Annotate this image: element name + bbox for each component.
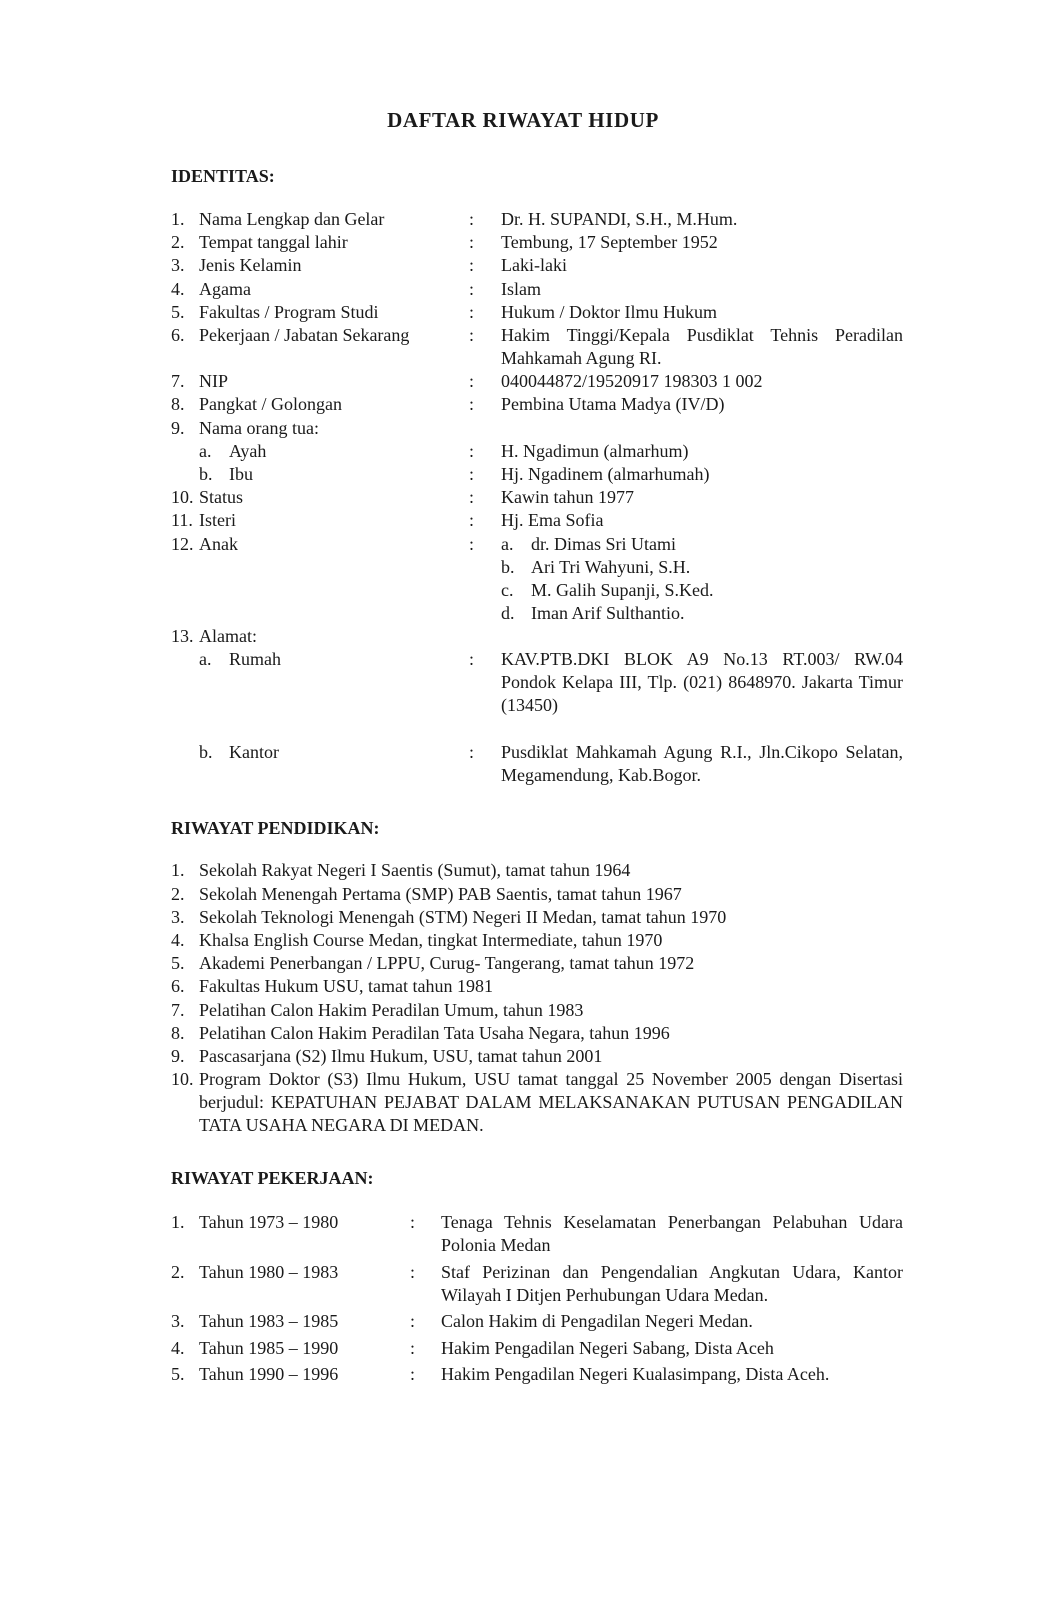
row-value: Dr. H. SUPANDI, S.H., M.Hum. [501, 209, 738, 229]
job-colon: : [410, 1212, 416, 1232]
job-period: Tahun 1973 – 1980 [199, 1212, 339, 1232]
row-label: Rumah [229, 649, 281, 669]
row-sub-letter: b. [199, 464, 213, 484]
job-description: Calon Hakim di Pengadilan Negeri Medan. [441, 1311, 753, 1331]
row-label: Tempat tanggal lahir [199, 232, 348, 252]
job-period: Tahun 1990 – 1996 [199, 1364, 339, 1384]
item-text: Pelatihan Calon Hakim Peradilan Tata Usaha Negara, tahun 1996 [199, 1023, 670, 1043]
row-value: Hj. Ema Sofia [501, 510, 604, 530]
job-description: Tenaga Tehnis Keselamatan Penerbangan Pelabuhan Udara Polonia Medan [441, 1212, 903, 1255]
item-number: 1. [171, 860, 185, 880]
row-label: Jenis Kelamin [199, 255, 302, 275]
item-number: 2. [171, 884, 185, 904]
job-colon: : [410, 1338, 416, 1358]
row-colon: : [469, 302, 475, 322]
row-colon: : [469, 534, 475, 554]
row-value: 040044872/19520917 198303 1 002 [501, 371, 763, 391]
row-label: Kantor [229, 742, 279, 762]
row-colon: : [469, 371, 475, 391]
row-number: 12. [171, 534, 194, 554]
row-label: Agama [199, 279, 251, 299]
row-number: 13. [171, 626, 194, 646]
row-label: Alamat: [199, 626, 257, 646]
row-value: KAV.PTB.DKI BLOK A9 No.13 RT.003/ RW.04 Pondok Kelapa III, Tlp. (021) 8648970. Jakarta Timur (13450) [501, 649, 903, 715]
row-value: Islam [501, 279, 541, 299]
row-colon: : [469, 649, 475, 669]
child-name: Iman Arif Sulthantio. [531, 603, 685, 623]
item-text: Akademi Penerbangan / LPPU, Curug- Tangerang, tamat tahun 1972 [199, 953, 695, 973]
row-number: 10. [171, 487, 194, 507]
row-colon: : [469, 232, 475, 252]
row-number: 7. [171, 371, 185, 391]
job-colon: : [410, 1311, 416, 1331]
job-description: Hakim Pengadilan Negeri Kualasimpang, Dista Aceh. [441, 1364, 830, 1384]
item-text: Pascasarjana (S2) Ilmu Hukum, USU, tamat tahun 2001 [199, 1046, 603, 1066]
row-colon: : [469, 279, 475, 299]
row-number: 9. [171, 418, 185, 438]
item-number: 9. [171, 1046, 185, 1066]
row-number: 2. [171, 232, 185, 252]
document-title: DAFTAR RIWAYAT HIDUP [387, 108, 659, 132]
row-label: NIP [199, 371, 229, 391]
job-period: Tahun 1980 – 1983 [199, 1262, 339, 1282]
item-text: Pelatihan Calon Hakim Peradilan Umum, tahun 1983 [199, 1000, 584, 1020]
item-text: Fakultas Hukum USU, tamat tahun 1981 [199, 976, 493, 996]
row-colon: : [469, 510, 475, 530]
job-period: Tahun 1983 – 1985 [199, 1311, 339, 1331]
item-text: Program Doktor (S3) Ilmu Hukum, USU tamat tanggal 25 November 2005 dengan Disertasi berjudul: KEPATUHAN PEJABAT DALAM MELAKSANAKAN PUTUSAN PENGADILAN TATA USAHA NEGARA DI MEDAN. [199, 1069, 903, 1135]
row-colon: : [469, 487, 475, 507]
item-text: Sekolah Teknologi Menengah (STM) Negeri II Medan, tamat tahun 1970 [199, 907, 727, 927]
child-letter: d. [501, 603, 515, 623]
child-letter: c. [501, 580, 514, 600]
item-number: 7. [171, 1000, 185, 1020]
item-number: 3. [171, 1311, 185, 1331]
row-value: Tembung, 17 September 1952 [501, 232, 718, 252]
job-description: Staf Perizinan dan Pengendalian Angkutan Udara, Kantor Wilayah I Ditjen Perhubungan Udara Medan. [441, 1262, 903, 1305]
row-sub-letter: a. [199, 649, 212, 669]
item-text: Sekolah Menengah Pertama (SMP) PAB Saentis, tamat tahun 1967 [199, 884, 682, 904]
item-number: 3. [171, 907, 185, 927]
section-heading-identitas: IDENTITAS: [171, 166, 275, 186]
job-description: Hakim Pengadilan Negeri Sabang, Dista Aceh [441, 1338, 774, 1358]
item-number: 5. [171, 1364, 185, 1384]
row-label: Pangkat / Golongan [199, 394, 342, 414]
item-number: 1. [171, 1212, 185, 1232]
child-name: dr. Dimas Sri Utami [531, 534, 676, 554]
item-number: 8. [171, 1023, 185, 1043]
row-label: Fakultas / Program Studi [199, 302, 379, 322]
item-text: Sekolah Rakyat Negeri I Saentis (Sumut), tamat tahun 1964 [199, 860, 631, 880]
row-sub-letter: a. [199, 441, 212, 461]
item-text: Khalsa English Course Medan, tingkat Intermediate, tahun 1970 [199, 930, 663, 950]
item-number: 5. [171, 953, 185, 973]
item-number: 4. [171, 1338, 185, 1358]
row-number: 3. [171, 255, 185, 275]
row-label: Ayah [229, 441, 267, 461]
section-heading-pendidikan: RIWAYAT PENDIDIKAN: [171, 818, 380, 838]
row-label: Nama Lengkap dan Gelar [199, 209, 385, 229]
child-name: Ari Tri Wahyuni, S.H. [531, 557, 691, 577]
item-number: 2. [171, 1262, 185, 1282]
child-letter: a. [501, 534, 514, 554]
row-value: Pembina Utama Madya (IV/D) [501, 394, 725, 414]
row-sub-letter: b. [199, 742, 213, 762]
row-value: Kawin tahun 1977 [501, 487, 634, 507]
row-number: 5. [171, 302, 185, 322]
row-label: Pekerjaan / Jabatan Sekarang [199, 325, 410, 345]
row-number: 4. [171, 279, 185, 299]
row-value: Hukum / Doktor Ilmu Hukum [501, 302, 717, 322]
job-colon: : [410, 1364, 416, 1384]
row-label: Ibu [229, 464, 253, 484]
row-colon: : [469, 742, 475, 762]
row-number: 8. [171, 394, 185, 414]
row-label: Status [199, 487, 244, 507]
row-label: Isteri [199, 510, 236, 530]
row-label: Anak [199, 534, 238, 554]
row-value: Hj. Ngadinem (almarhumah) [501, 464, 710, 484]
job-colon: : [410, 1262, 416, 1282]
row-colon: : [469, 464, 475, 484]
row-value: Laki-laki [501, 255, 567, 275]
section-heading-pekerjaan: RIWAYAT PEKERJAAN: [171, 1168, 374, 1188]
item-number: 4. [171, 930, 185, 950]
row-number: 1. [171, 209, 185, 229]
job-period: Tahun 1985 – 1990 [199, 1338, 339, 1358]
child-letter: b. [501, 557, 515, 577]
row-value: Hakim Tinggi/Kepala Pusdiklat Tehnis Peradilan Mahkamah Agung RI. [501, 325, 903, 368]
row-number: 6. [171, 325, 185, 345]
item-number: 10. [171, 1069, 194, 1089]
row-colon: : [469, 209, 475, 229]
row-colon: : [469, 394, 475, 414]
row-colon: : [469, 441, 475, 461]
row-label: Nama orang tua: [199, 418, 319, 438]
row-value: H. Ngadimun (almarhum) [501, 441, 689, 461]
child-name: M. Galih Supanji, S.Ked. [531, 580, 714, 600]
row-value: Pusdiklat Mahkamah Agung R.I., Jln.Cikopo Selatan, Megamendung, Kab.Bogor. [501, 742, 903, 785]
row-colon: : [469, 325, 475, 345]
item-number: 6. [171, 976, 185, 996]
row-colon: : [469, 255, 475, 275]
row-number: 11. [171, 510, 193, 530]
